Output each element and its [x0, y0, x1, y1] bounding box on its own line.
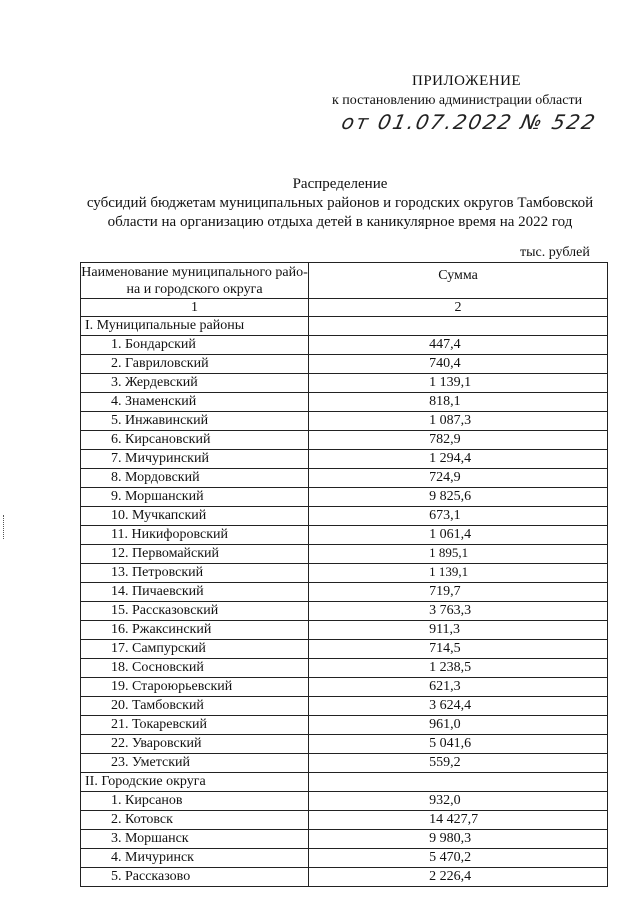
table-row	[81, 355, 608, 374]
row-value: 673,1	[309, 507, 608, 526]
row-value: 9 825,6	[309, 488, 608, 507]
table-row	[81, 469, 608, 488]
table-row	[81, 583, 608, 602]
row-value: 911,3	[309, 621, 608, 640]
table-row	[81, 830, 608, 849]
row-value: 559,2	[309, 754, 608, 773]
table-row	[81, 336, 608, 355]
table-row	[81, 507, 608, 526]
table-row	[81, 678, 608, 697]
table-row	[81, 374, 608, 393]
row-name: 2. Гавриловский	[81, 355, 309, 374]
table-row	[81, 431, 608, 450]
table-row	[81, 697, 608, 716]
header-name-cell	[81, 263, 309, 299]
row-value: 961,0	[309, 716, 608, 735]
row-value: 2 226,4	[309, 868, 608, 887]
row-name: 13. Петровский	[81, 564, 309, 583]
table-row	[81, 811, 608, 830]
row-name: 2. Котовск	[81, 811, 309, 830]
row-name: 12. Первомайский	[81, 545, 309, 564]
title-line-3: области на организацию отдыха детей в каникулярное время на 2022 год	[107, 214, 573, 230]
appendix-subtitle: к постановлению администрации области	[332, 93, 583, 108]
table-row	[81, 545, 608, 564]
row-name: 17. Сампурский	[81, 640, 309, 659]
section-sum-empty	[309, 773, 608, 792]
row-name: 14. Пичаевский	[81, 583, 309, 602]
row-value: 818,1	[309, 393, 608, 412]
row-name: 4. Мичуринск	[81, 849, 309, 868]
table-row	[81, 659, 608, 678]
row-name: 4. Знаменский	[81, 393, 309, 412]
table-row	[81, 640, 608, 659]
row-value: 740,4	[309, 355, 608, 374]
row-value: 5 041,6	[309, 735, 608, 754]
column-number-row	[81, 299, 608, 317]
row-value: 3 763,3	[309, 602, 608, 621]
row-name: 23. Уметский	[81, 754, 309, 773]
row-name: 19. Староюрьевский	[81, 678, 309, 697]
table-row	[81, 526, 608, 545]
table-row	[81, 735, 608, 754]
row-value: 5 470,2	[309, 849, 608, 868]
table-row	[81, 412, 608, 431]
row-name: 1. Кирсанов	[81, 792, 309, 811]
row-name: 9. Моршанский	[81, 488, 309, 507]
row-value: 1 895,1	[309, 545, 608, 564]
table-row	[81, 450, 608, 469]
row-value: 3 624,4	[309, 697, 608, 716]
table-row	[81, 868, 608, 887]
row-name: 3. Жердевский	[81, 374, 309, 393]
table-row	[81, 792, 608, 811]
row-value: 1 294,4	[309, 450, 608, 469]
row-value: 1 139,1	[309, 564, 608, 583]
row-name: 22. Уваровский	[81, 735, 309, 754]
table-row	[81, 602, 608, 621]
column-number-1: 1	[81, 299, 309, 317]
row-name: 10. Мучкапский	[81, 507, 309, 526]
unit-label: тыс. рублей	[520, 245, 590, 260]
row-value: 932,0	[309, 792, 608, 811]
row-value: 1 238,5	[309, 659, 608, 678]
row-value: 1 087,3	[309, 412, 608, 431]
handwritten-date-number: от 01.07.2022 № 522	[339, 110, 600, 134]
row-value: 9 980,3	[309, 830, 608, 849]
row-name: 20. Тамбовский	[81, 697, 309, 716]
header-name-line-1: Наименование муниципального райо-	[81, 265, 308, 280]
row-name: 3. Моршанск	[81, 830, 309, 849]
row-name: 21. Токаревский	[81, 716, 309, 735]
table-row	[81, 621, 608, 640]
row-name: 8. Мордовский	[81, 469, 309, 488]
row-name: 16. Ржаксинский	[81, 621, 309, 640]
section-row	[81, 773, 608, 792]
row-value: 1 061,4	[309, 526, 608, 545]
header-sum-cell: Сумма	[309, 263, 608, 299]
row-name: 18. Сосновский	[81, 659, 309, 678]
section-title: II. Городские округа	[81, 773, 309, 792]
section-sum-empty	[309, 317, 608, 336]
table-row	[81, 754, 608, 773]
row-name: 5. Рассказово	[81, 868, 309, 887]
row-name: 15. Рассказовский	[81, 602, 309, 621]
subsidy-table	[80, 262, 608, 887]
margin-mark	[3, 515, 6, 539]
row-name: 11. Никифоровский	[81, 526, 309, 545]
section-row	[81, 317, 608, 336]
row-value: 719,7	[309, 583, 608, 602]
row-value: 714,5	[309, 640, 608, 659]
appendix-title: ПРИЛОЖЕНИЕ	[412, 73, 522, 89]
header-name-line-2: на и городского округа	[126, 282, 263, 297]
row-value: 724,9	[309, 469, 608, 488]
section-title: I. Муниципальные районы	[81, 317, 309, 336]
table-header-row	[81, 263, 608, 299]
row-value: 447,4	[309, 336, 608, 355]
row-name: 1. Бондарский	[81, 336, 309, 355]
title-line-2: субсидий бюджетам муниципальных районов и городских округов Тамбовской	[86, 195, 594, 211]
row-value: 14 427,7	[309, 811, 608, 830]
row-value: 1 139,1	[309, 374, 608, 393]
title-line-1: Распределение	[292, 176, 388, 192]
row-name: 5. Инжавинский	[81, 412, 309, 431]
table-row	[81, 564, 608, 583]
table-row	[81, 849, 608, 868]
table-row	[81, 488, 608, 507]
row-value: 621,3	[309, 678, 608, 697]
table-row	[81, 716, 608, 735]
row-value: 782,9	[309, 431, 608, 450]
document-title	[60, 175, 620, 232]
column-number-2: 2	[309, 299, 608, 317]
row-name: 6. Кирсановский	[81, 431, 309, 450]
table-row	[81, 393, 608, 412]
row-name: 7. Мичуринский	[81, 450, 309, 469]
